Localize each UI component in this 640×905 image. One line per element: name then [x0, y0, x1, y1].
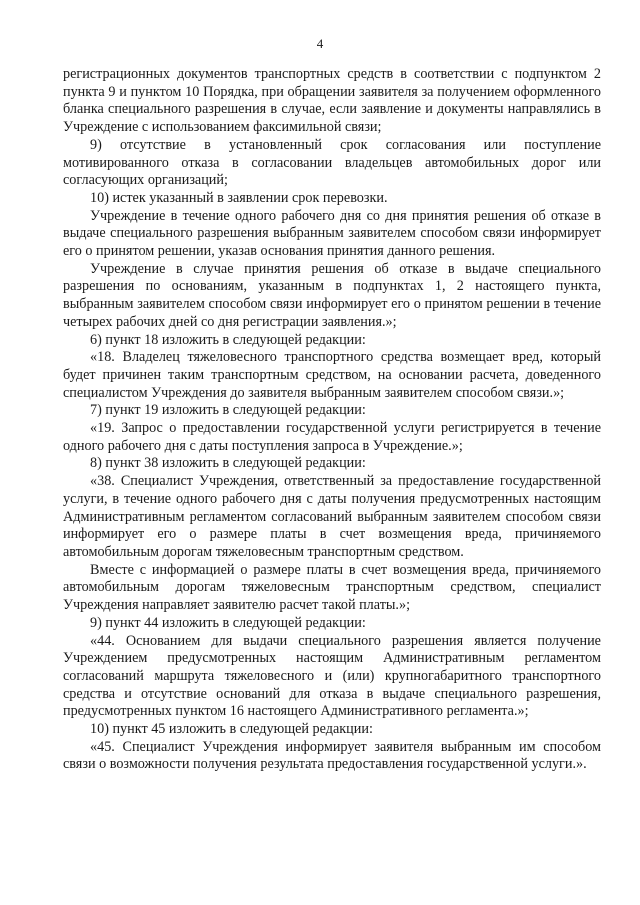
paragraph-16: «45. Специалист Учреждения информирует заявителя выбранным им способом связи о возможности получения результата предоставления государственной услуги.». — [63, 738, 601, 773]
paragraph-15: 10) пункт 45 изложить в следующей редакции: — [90, 721, 373, 738]
paragraph-8: 7) пункт 19 изложить в следующей редакции: — [90, 402, 366, 419]
paragraph-11: «38. Специалист Учреждения, ответственный за предоставление государственной услуги, в течение одного рабочего дня с даты получения предусмотренных настоящим Административным регламентом согласований выбранным заявителем способом связи информирует его о размере платы в счет возмещения вреда, причиняемого автомобильным дорогам тяжеловесным транспортным средством. — [63, 473, 601, 560]
paragraph-10: 8) пункт 38 изложить в следующей редакции: — [90, 455, 366, 472]
paragraph-3: 10) истек указанный в заявлении срок перевозки. — [90, 189, 388, 206]
paragraph-7: «18. Владелец тяжеловесного транспортного средства возмещает вред, который будет причинен таким транспортным средством, на основании расчета, доведенного специалистом Учреждения до заявителя выбранным заявителем способом связи.»; — [63, 349, 601, 401]
paragraph-1: регистрационных документов транспортных средств в соответствии с подпунктом 2 пункта 9 и пунктом 10 Порядка, при обращении заявителя за получением оформленного бланка специального разрешения в случае, если заявление и документы направлялись в Учреждение с использованием факсимильной связи; — [63, 66, 601, 136]
paragraph-13: 9) пункт 44 изложить в следующей редакции: — [90, 614, 366, 631]
paragraph-4: Учреждение в течение одного рабочего дня со дня принятия решения об отказе в выдаче специального разрешения выбранным заявителем способом связи информирует его о принятом решении, указав основания принятия данного решения. — [63, 207, 601, 260]
document-body — [63, 66, 601, 774]
paragraph-12: Вместе с информацией о размере платы в счет возмещения вреда, причиняемого автомобильным дорогам тяжеловесным транспортным средством, специалист Учреждения направляет заявителю расчет такой платы.»; — [63, 561, 601, 614]
page-number: 4 — [316, 36, 324, 51]
paragraph-2: 9) отсутствие в установленный срок согласования или поступление мотивированного отказа в согласовании владельцев автомобильных дорог или согласующих организаций; — [63, 136, 601, 189]
paragraph-6: 6) пункт 18 изложить в следующей редакции: — [90, 331, 366, 348]
paragraph-14: «44. Основанием для выдачи специального разрешения является получение Учреждением предусмотренных настоящим Административным регламентом согласований маршрута тяжеловесного и (или) крупногабаритного транспортного средства и отсутствие оснований для отказа в выдаче специального разрешения, предусмотренных пунктом 16 настоящего Административного регламента.»; — [63, 632, 601, 720]
paragraph-5: Учреждение в случае принятия решения об отказе в выдаче специального разрешения по основаниям, указанным в подпунктах 1, 2 настоящего пункта, выбранным заявителем способом связи информирует его о принятом решении в течение четырех рабочих дней со дня регистрации заявления.»; — [63, 260, 601, 330]
paragraph-9: «19. Запрос о предоставлении государственной услуги регистрируется в течение одного рабочего дня с даты поступления запроса в Учреждение.»; — [63, 420, 601, 454]
